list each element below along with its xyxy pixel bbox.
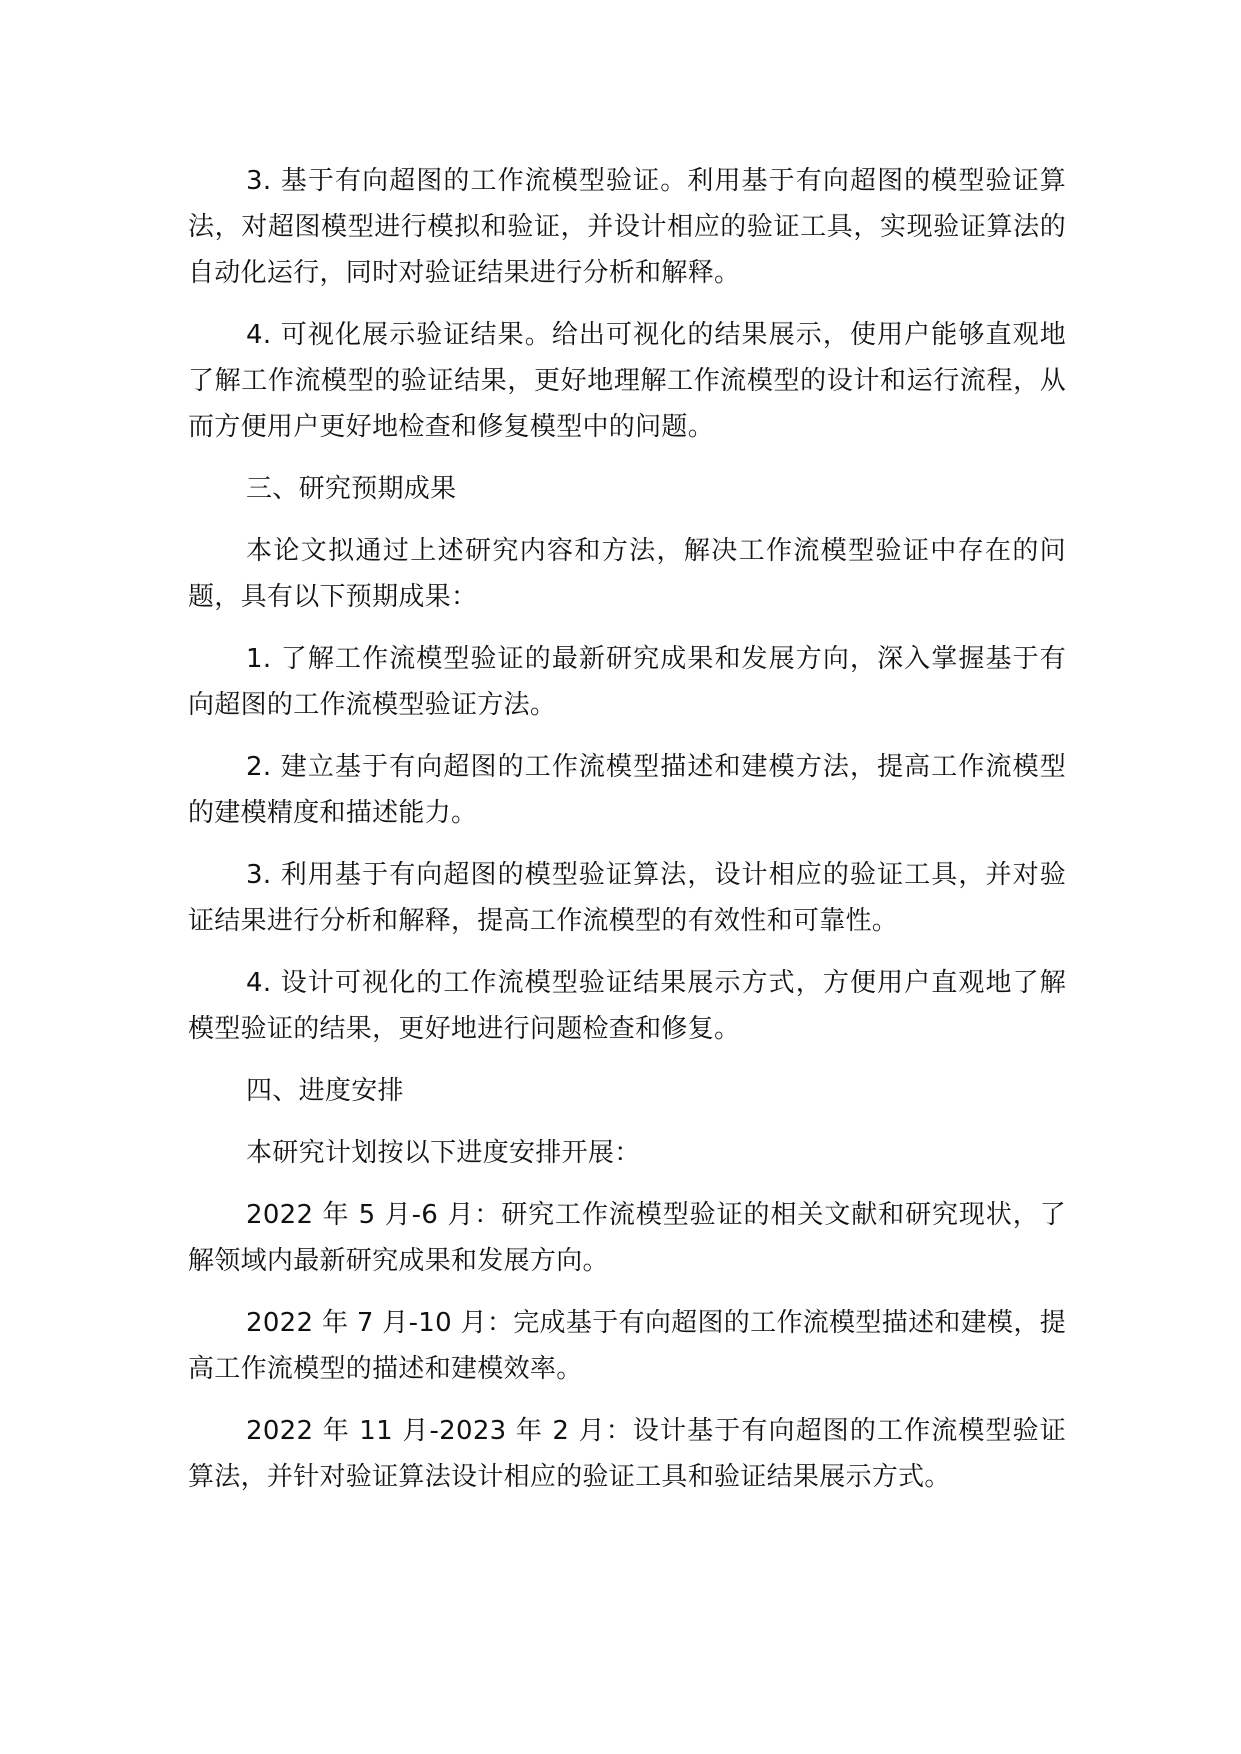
section-heading-schedule: 四、进度安排	[246, 1076, 404, 1106]
paragraph-method-4: 4. 可视化展示验证结果。给出可视化的结果展示，使用户能够直观地了解工作流模型的验证结果，更好地理解工作流模型的设计和运行流程，从而方便用户更好地检查和修复模型中的问题。	[188, 320, 1066, 442]
paragraph-schedule-2: 2022 年 7 月-10 月：完成基于有向超图的工作流模型描述和建模，提高工作流模型的描述和建模效率。	[188, 1308, 1066, 1384]
section-heading-expected-results: 三、研究预期成果	[246, 474, 457, 504]
paragraph-method-3: 3. 基于有向超图的工作流模型验证。利用基于有向超图的模型验证算法，对超图模型进行模拟和验证，并设计相应的验证工具，实现验证算法的自动化运行，同时对验证结果进行分析和解释。	[188, 166, 1066, 288]
paragraph-schedule-intro: 本研究计划按以下进度安排开展：	[246, 1138, 641, 1168]
paragraph-result-3: 3. 利用基于有向超图的模型验证算法，设计相应的验证工具，并对验证结果进行分析和解释，提高工作流模型的有效性和可靠性。	[188, 860, 1066, 936]
paragraph-schedule-1: 2022 年 5 月-6 月：研究工作流模型验证的相关文献和研究现状，了解领域内最新研究成果和发展方向。	[188, 1200, 1066, 1276]
paragraph-results-intro: 本论文拟通过上述研究内容和方法，解决工作流模型验证中存在的问题，具有以下预期成果：	[188, 536, 1066, 612]
paragraph-result-2: 2. 建立基于有向超图的工作流模型描述和建模方法，提高工作流模型的建模精度和描述能力。	[188, 752, 1066, 828]
paragraph-result-1: 1. 了解工作流模型验证的最新研究成果和发展方向，深入掌握基于有向超图的工作流模型验证方法。	[188, 644, 1066, 720]
paragraph-result-4: 4. 设计可视化的工作流模型验证结果展示方式，方便用户直观地了解模型验证的结果，更好地进行问题检查和修复。	[188, 968, 1066, 1044]
document-body	[188, 158, 1066, 1516]
paragraph-schedule-3: 2022 年 11 月-2023 年 2 月：设计基于有向超图的工作流模型验证算法，并针对验证算法设计相应的验证工具和验证结果展示方式。	[188, 1416, 1066, 1492]
